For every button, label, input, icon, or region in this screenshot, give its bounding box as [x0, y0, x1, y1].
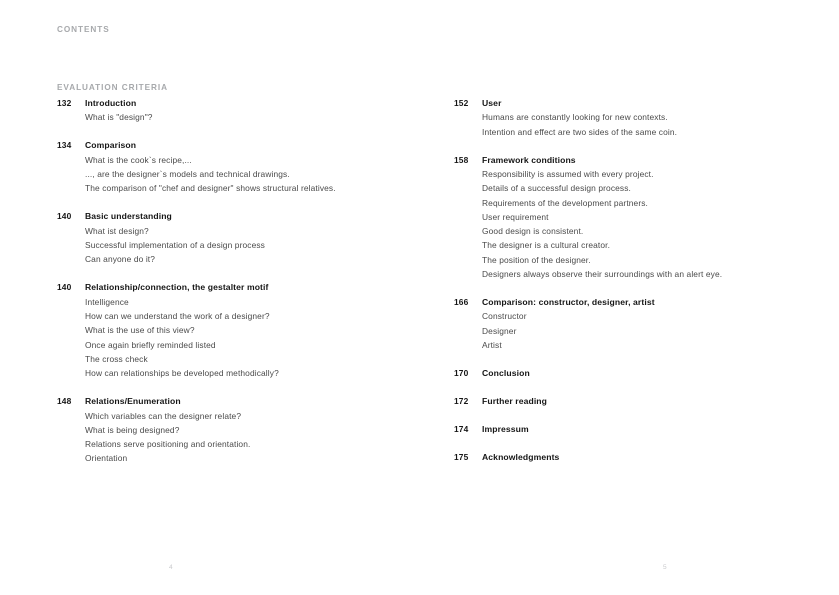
toc-entry-group — [454, 96, 834, 139]
toc-entry-group — [454, 153, 834, 282]
toc-subentry[interactable]: Constructor — [482, 311, 527, 322]
toc-subentry[interactable]: Artist — [482, 340, 502, 351]
toc-subentry[interactable]: How can we understand the work of a designer? — [85, 310, 270, 321]
page-folio-right: 5 — [663, 564, 667, 571]
toc-subentry[interactable]: Responsibility is assumed with every project. — [482, 168, 654, 179]
toc-page-number: 152 — [454, 98, 469, 108]
toc-entry-group — [454, 295, 834, 352]
toc-entry-group — [454, 450, 834, 464]
toc-entry-title: Comparison — [85, 140, 137, 151]
toc-page-number: 170 — [454, 368, 469, 379]
toc-page-number: 172 — [454, 396, 469, 407]
toc-entry-title: Conclusion — [482, 368, 530, 379]
toc-subentry[interactable]: Orientation — [85, 453, 128, 464]
toc-page-number: 132 — [57, 98, 72, 108]
toc-subentry[interactable]: Designers always observe their surroundings with an alert eye. — [482, 269, 723, 280]
toc-entry-group — [57, 394, 437, 465]
toc-subentry[interactable]: ..., are the designer`s models and technical drawings. — [85, 168, 290, 179]
toc-page-number: 140 — [57, 282, 72, 293]
toc-entry-group — [454, 366, 834, 380]
toc-page-number: 134 — [57, 140, 72, 151]
toc-entry-title: Comparison: constructor, designer, artist — [482, 297, 655, 308]
toc-entry[interactable] — [57, 280, 437, 294]
toc-subentry[interactable]: Can anyone do it? — [85, 254, 156, 265]
toc-page-number: 140 — [57, 211, 72, 222]
toc-page-number: 166 — [454, 297, 469, 308]
toc-subentry[interactable]: The cross check — [85, 353, 148, 364]
toc-subentry[interactable]: The comparison of "chef and designer" shows structural relatives. — [85, 183, 336, 194]
toc-subentry[interactable]: Relations serve positioning and orientation. — [85, 439, 251, 450]
toc-entry[interactable] — [454, 394, 834, 408]
toc-entry[interactable] — [57, 138, 437, 152]
toc-subentry[interactable]: Intention and effect are two sides of the same coin. — [482, 126, 678, 137]
toc-subentry[interactable]: What is being designed? — [85, 424, 180, 435]
toc-entry-title: Relations/Enumeration — [85, 396, 181, 407]
toc-subentry[interactable]: User requirement — [482, 211, 549, 222]
toc-subentry[interactable]: Successful implementation of a design process — [85, 239, 265, 250]
toc-subentry[interactable]: Designer — [482, 325, 517, 336]
toc-subentry[interactable]: What is the use of this view? — [85, 325, 195, 336]
toc-subentry[interactable]: What ist design? — [85, 225, 149, 236]
toc-page-number: 148 — [57, 396, 72, 407]
page-folio-left: 4 — [169, 564, 173, 571]
toc-entry-group — [454, 422, 834, 436]
toc-subentry[interactable]: What is the cook`s recipe,... — [85, 154, 192, 165]
toc-entry-title: Further reading — [482, 396, 548, 407]
toc-column-left — [57, 96, 437, 466]
toc-subentry[interactable]: Once again briefly reminded listed — [85, 339, 216, 350]
toc-entry-title: Basic understanding — [85, 211, 172, 222]
toc-entry[interactable] — [57, 209, 437, 223]
toc-entry-title: Framework conditions — [482, 154, 576, 165]
toc-entry[interactable] — [57, 96, 437, 110]
toc-entry-group — [57, 138, 437, 195]
toc-subentry[interactable]: What is "design"? — [85, 112, 153, 123]
toc-subentry[interactable]: The position of the designer. — [482, 254, 591, 265]
toc-subentry[interactable]: Intelligence — [85, 296, 129, 307]
toc-entry-title: Acknowledgments — [482, 452, 560, 463]
toc-entry-group — [57, 280, 437, 380]
toc-subentry[interactable]: Which variables can the designer relate? — [85, 410, 242, 421]
toc-subentry[interactable]: Details of a successful design process. — [482, 183, 631, 194]
toc-entry-title: Impressum — [482, 424, 529, 435]
toc-page-number: 175 — [454, 452, 469, 463]
toc-entry[interactable] — [454, 366, 834, 380]
toc-entry[interactable] — [454, 295, 834, 309]
toc-entry-title: Relationship/connection, the gestalter motif — [85, 282, 269, 293]
toc-entry-group — [57, 209, 437, 266]
toc-page-number: 158 — [454, 154, 469, 165]
toc-subentry[interactable]: Humans are constantly looking for new contexts. — [482, 112, 668, 123]
toc-entry-group — [57, 96, 437, 125]
toc-entry[interactable] — [57, 394, 437, 408]
toc-subentry[interactable]: How can relationships be developed methodically? — [85, 368, 279, 379]
toc-entry[interactable] — [454, 450, 834, 464]
toc-subentry[interactable]: Requirements of the development partners. — [482, 197, 648, 208]
toc-subentry[interactable]: The designer is a cultural creator. — [482, 240, 611, 251]
contents-label: CONTENTS — [57, 25, 110, 34]
toc-subentry[interactable]: Good design is consistent. — [482, 226, 584, 237]
toc-entry-group — [454, 394, 834, 408]
toc-entry[interactable] — [454, 153, 834, 167]
toc-entry[interactable] — [454, 422, 834, 436]
toc-entry-title: Introduction — [85, 98, 137, 108]
toc-entry[interactable] — [454, 96, 834, 110]
section-label-evaluation-criteria: EVALUATION CRITERIA — [57, 83, 168, 92]
toc-page-number: 174 — [454, 424, 469, 435]
toc-entry-title: User — [482, 98, 502, 108]
toc-column-right — [454, 96, 834, 465]
